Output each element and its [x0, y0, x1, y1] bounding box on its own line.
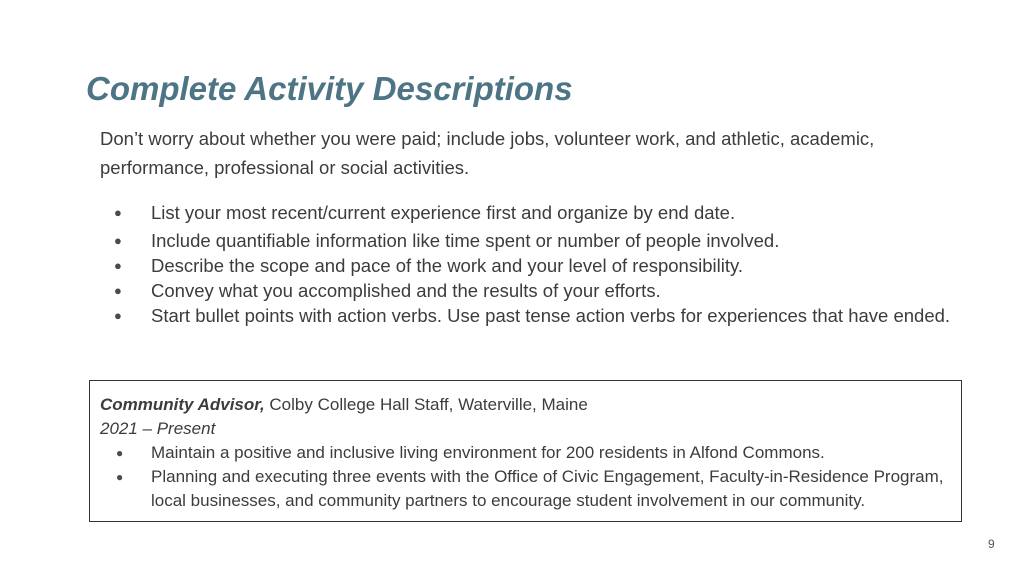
bullet-icon: ● [114, 258, 122, 273]
tips-list [108, 200, 958, 328]
list-item [100, 441, 950, 465]
bullet-icon: ● [114, 283, 122, 298]
list-item-text: Describe the scope and pace of the work and your level of responsibility. [151, 255, 743, 276]
bullet-icon: ● [114, 308, 122, 323]
list-item [108, 278, 958, 303]
example-content [100, 393, 950, 513]
list-item [108, 200, 958, 225]
list-item-text: Maintain a positive and inclusive living environment for 200 residents in Alfond Commons. [151, 443, 825, 462]
list-item-text: Convey what you accomplished and the results of your efforts. [151, 280, 661, 301]
bullet-icon: ● [116, 470, 124, 484]
page-number: 9 [988, 537, 995, 551]
list-item-text: List your most recent/current experience first and organize by end date. [151, 202, 736, 223]
bullet-icon: ● [116, 446, 124, 460]
list-item-text: Include quantifiable information like time spent or number of people involved. [151, 230, 780, 251]
slide-title: Complete Activity Descriptions [86, 70, 573, 107]
example-heading [100, 393, 950, 417]
list-item [108, 303, 958, 328]
intro-paragraph: Don’t worry about whether you were paid; include jobs, volunteer work, and athletic, academic, performance, professional or social activities. [100, 128, 875, 178]
list-item [108, 253, 958, 278]
list-item [100, 465, 950, 513]
example-dates: 2021 – Present [100, 419, 216, 438]
bullet-icon: ● [114, 233, 122, 248]
example-organization: Colby College Hall Staff, Waterville, Maine [264, 395, 588, 414]
list-item-text: Start bullet points with action verbs. Use past tense action verbs for experiences that have ended. [151, 305, 951, 326]
list-item [108, 228, 958, 253]
example-bullets [100, 441, 950, 513]
bullet-icon: ● [114, 205, 122, 220]
list-item-text: Planning and executing three events with the Office of Civic Engagement, Faculty-in-Residence Program, local businesses, and community partners to encourage student involvement in our community. [151, 467, 944, 510]
example-role: Community Advisor, [100, 395, 265, 414]
